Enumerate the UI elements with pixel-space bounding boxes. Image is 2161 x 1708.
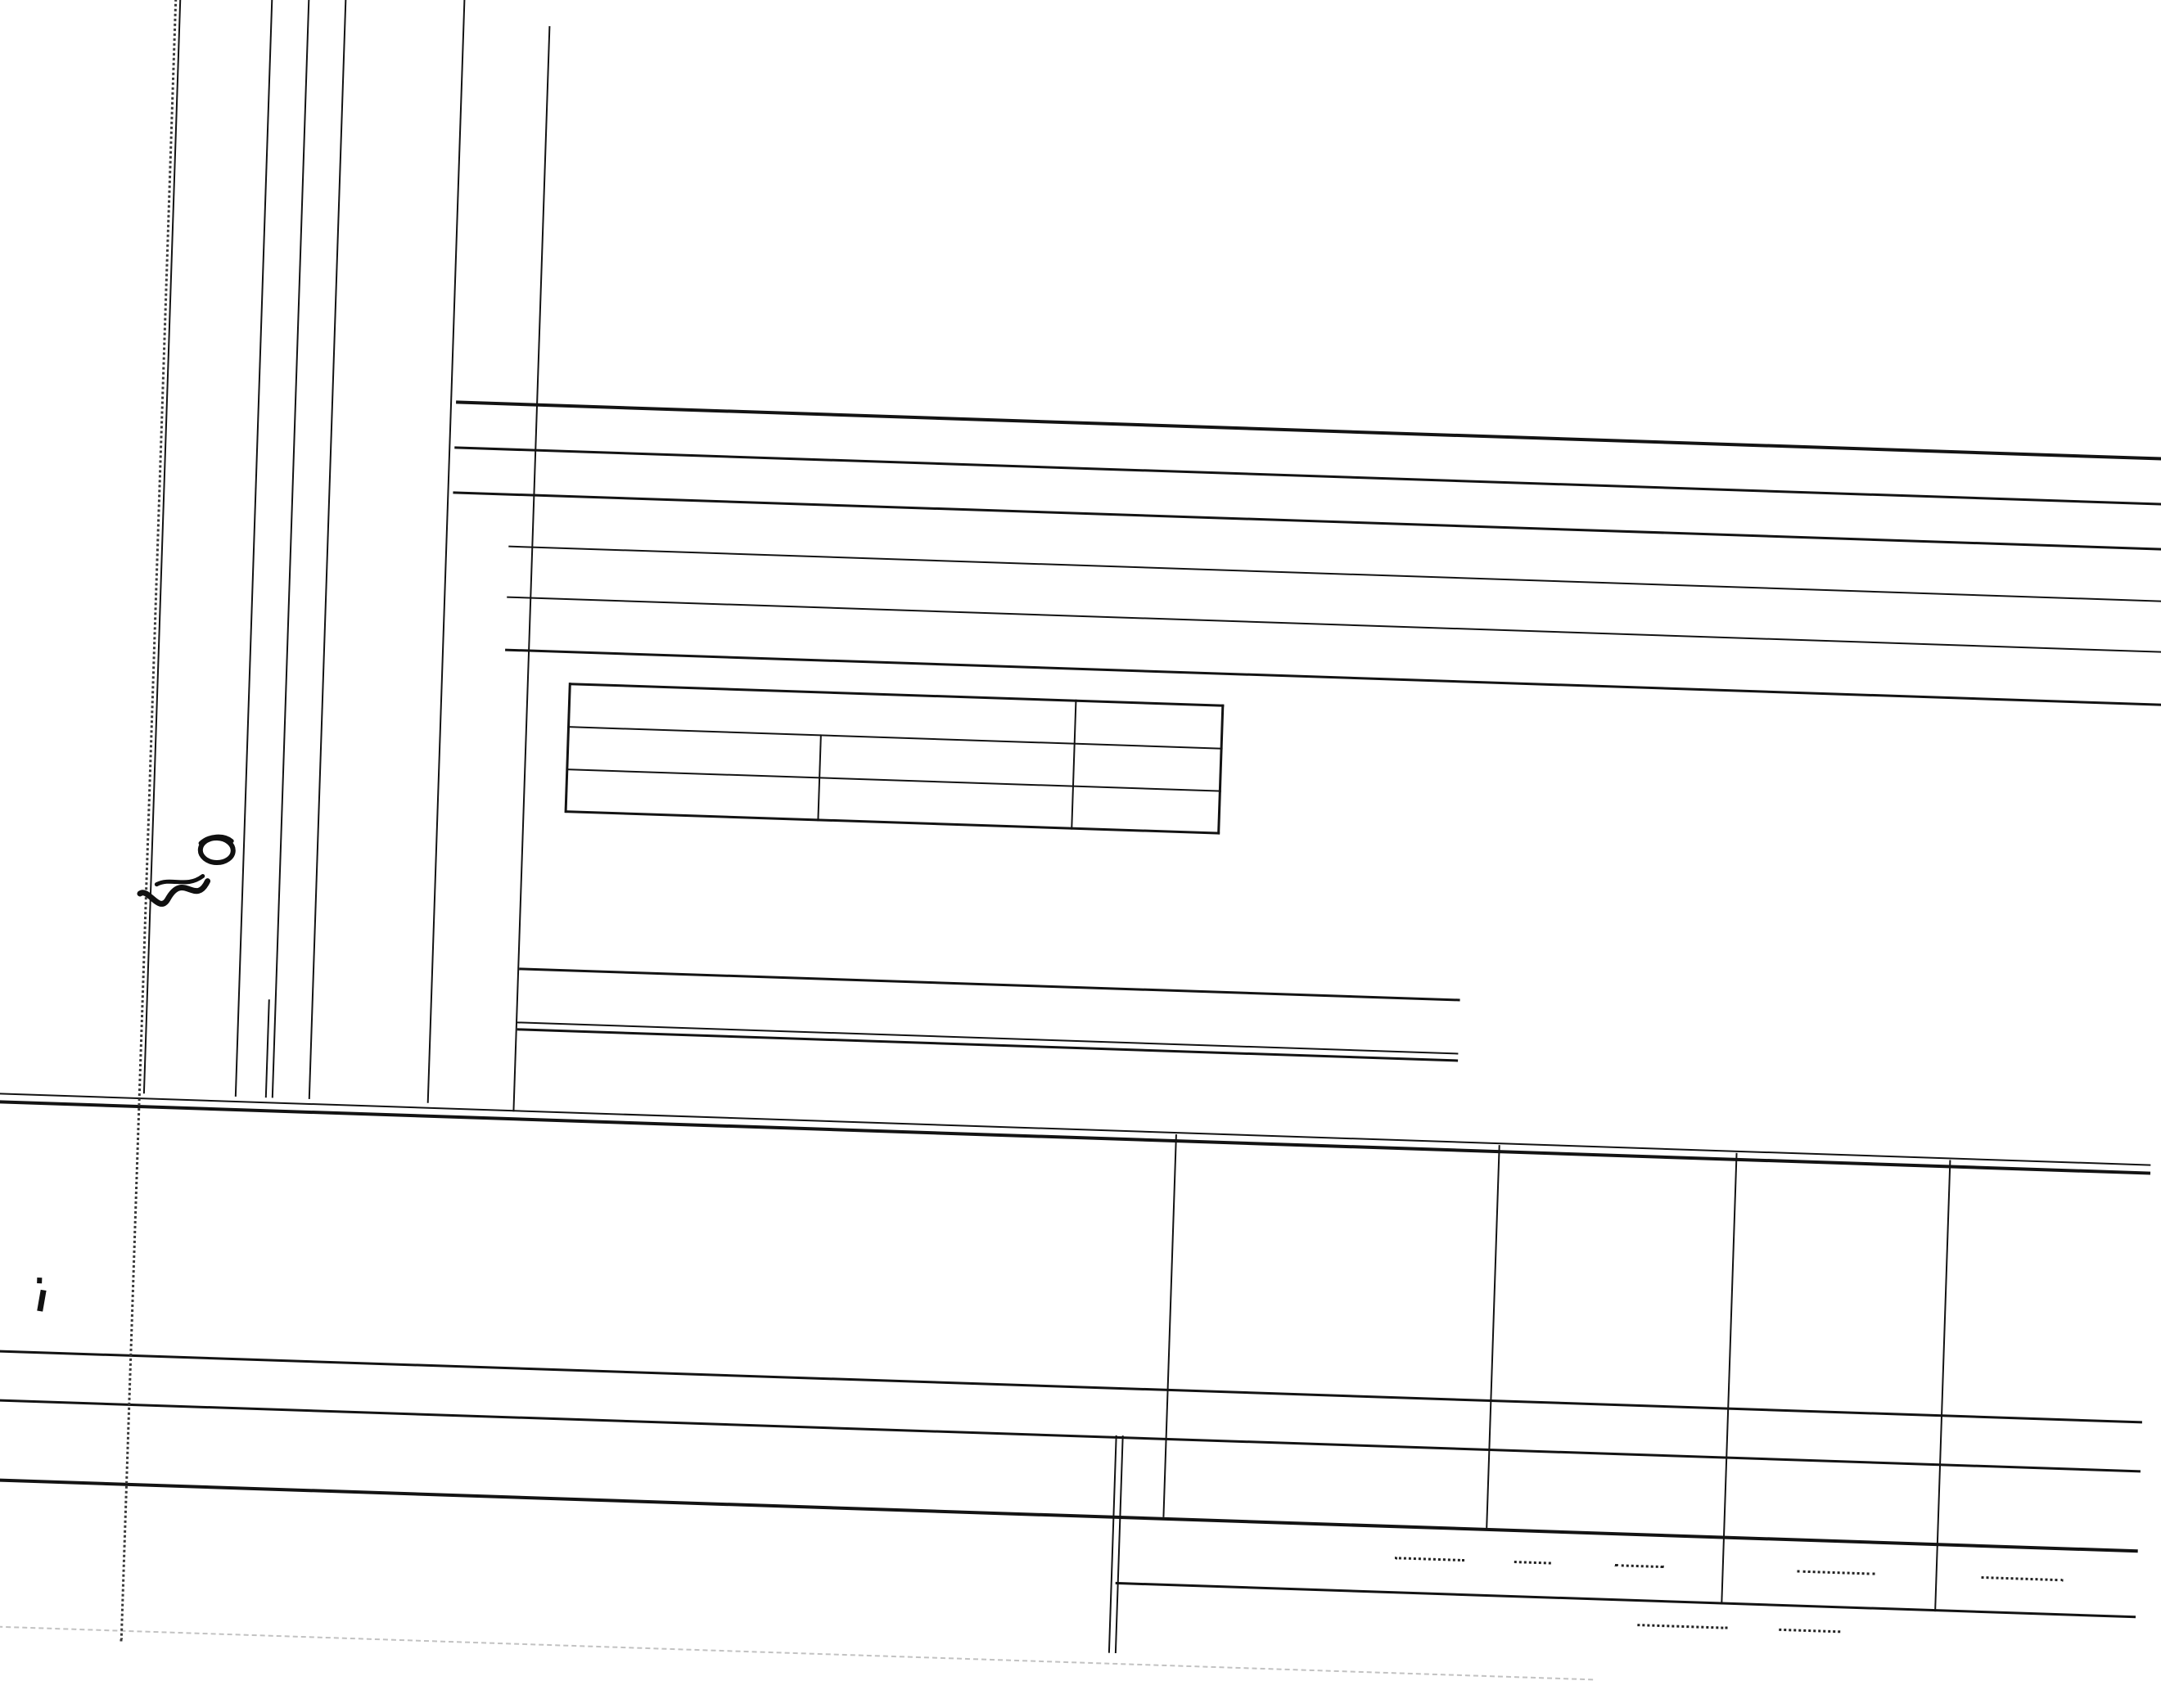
stray-mark [37, 1290, 46, 1312]
grid-line [505, 649, 2161, 706]
scan-edge-artifact [0, 1626, 1593, 1681]
grid-line [265, 999, 270, 1097]
grid-line [508, 546, 2161, 602]
transfer-date [1956, 1457, 2124, 1462]
leader [1798, 1571, 1875, 1577]
generated-grid [0, 1637, 2132, 1708]
grid-line [143, 0, 182, 1093]
grid-line [1162, 1134, 1177, 1517]
scribble-circle-land [193, 828, 241, 869]
grid-line [1116, 1582, 2136, 1618]
grid-line [512, 26, 550, 1111]
transfer-book-page [1738, 1400, 1934, 1407]
grid-line [235, 0, 273, 1097]
grid-line [566, 768, 1221, 792]
transfer-date [1958, 1408, 2126, 1413]
col-consideration [1496, 1502, 1713, 1509]
col-date-of-transfer [1946, 1508, 2131, 1536]
section-border [0, 1100, 2150, 1174]
grid-line [275, 0, 310, 1000]
band-border [456, 400, 2161, 461]
grid-line [427, 0, 466, 1103]
grid-line [568, 726, 1223, 750]
additional-information-title [683, 962, 1322, 984]
stray-mark [37, 1278, 42, 1283]
band-border [454, 446, 2161, 506]
band-border [453, 491, 2161, 551]
building-permit-record-title [564, 840, 1219, 863]
values-40-label [271, 1037, 435, 1043]
leader [1514, 1561, 1551, 1566]
grid-line [566, 810, 1220, 835]
col-name-address [1173, 1491, 1476, 1501]
property-record-card-title [681, 1015, 1320, 1036]
values-100-label [0, 1052, 270, 1061]
grid-line [0, 1350, 2142, 1423]
section-border [0, 1093, 2150, 1165]
col-book-page [1734, 1501, 1931, 1530]
grid-line [1115, 1435, 1124, 1653]
grid-line [272, 999, 277, 1097]
rule [517, 1028, 1458, 1061]
leader [1637, 1624, 1727, 1631]
leader [1615, 1564, 1664, 1570]
grid-line [1218, 705, 1225, 835]
grid-line [1486, 1145, 1500, 1528]
transfer-book-page [1736, 1449, 1933, 1456]
leader [1981, 1576, 2063, 1583]
leader [1395, 1557, 1464, 1563]
rule [517, 1021, 1458, 1054]
leader [1779, 1629, 1840, 1634]
grid-line [565, 683, 571, 813]
grid-line [309, 0, 347, 1099]
grid-line [570, 683, 1225, 707]
dotted-column-rule [120, 0, 178, 1642]
assessment-record-heading [0, 1079, 269, 1088]
grid-line [1071, 700, 1076, 830]
scribble-over-total [136, 863, 211, 914]
grid-line [507, 597, 2161, 653]
rule [519, 968, 1459, 1002]
